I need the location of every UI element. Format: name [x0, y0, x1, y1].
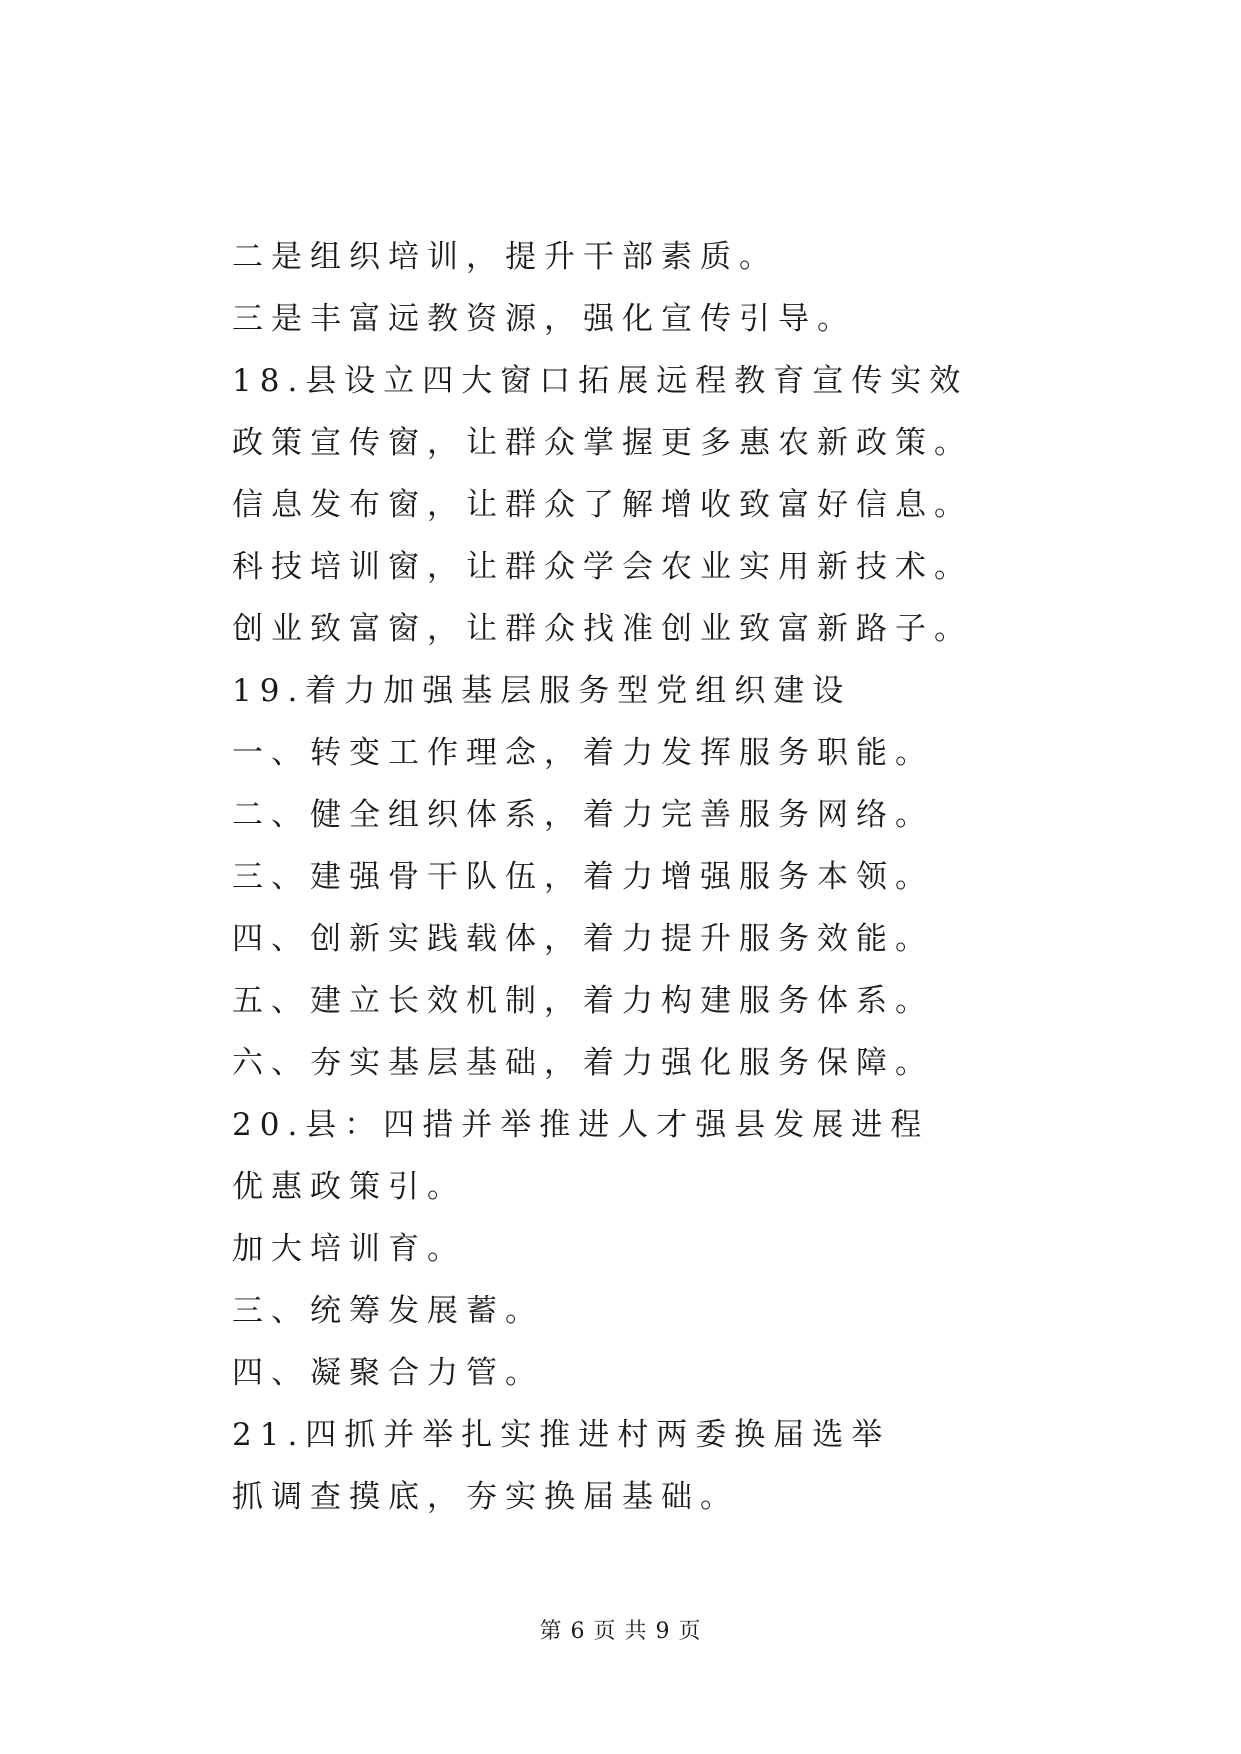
page-footer — [0, 1614, 1241, 1645]
section-heading-20: 20.县：四措并举推进人才强县发展进程 — [232, 1107, 930, 1143]
text-line: 四、凝聚合力管。 — [232, 1355, 544, 1391]
text-line: 三、建强骨干队伍，着力增强服务本领。 — [232, 859, 934, 895]
section-heading-19: 19.着力加强基层服务型党组织建设 — [232, 673, 852, 709]
text-line: 二、健全组织体系，着力完善服务网络。 — [232, 797, 934, 833]
text-line: 抓调查摸底，夯实换届基础。 — [232, 1479, 739, 1515]
text-line: 四、创新实践载体，着力提升服务效能。 — [232, 921, 934, 957]
page-number: 第 6 页 共 9 页 — [539, 1619, 702, 1644]
text-line: 信息发布窗，让群众了解增收致富好信息。 — [232, 487, 973, 523]
text-line: 优惠政策引。 — [232, 1169, 466, 1205]
text-line: 科技培训窗，让群众学会农业实用新技术。 — [232, 549, 973, 585]
text-line: 三、统筹发展蓄。 — [232, 1293, 544, 1329]
text-line: 政策宣传窗，让群众掌握更多惠农新政策。 — [232, 425, 973, 461]
text-line: 加大培训育。 — [232, 1231, 466, 1267]
text-line: 五、建立长效机制，着力构建服务体系。 — [232, 983, 934, 1019]
section-heading-21: 21.四抓并举扎实推进村两委换届选举 — [232, 1417, 891, 1453]
text-line: 创业致富窗，让群众找准创业致富新路子。 — [232, 611, 973, 647]
text-line: 二是组织培训，提升干部素质。 — [232, 239, 778, 275]
text-line: 三是丰富远教资源，强化宣传引导。 — [232, 301, 856, 337]
section-heading-18: 18.县设立四大窗口拓展远程教育宣传实效 — [232, 363, 969, 399]
text-line: 一、转变工作理念，着力发挥服务职能。 — [232, 735, 934, 771]
document-body — [232, 226, 1092, 1528]
text-line: 六、夯实基层基础，着力强化服务保障。 — [232, 1045, 934, 1081]
